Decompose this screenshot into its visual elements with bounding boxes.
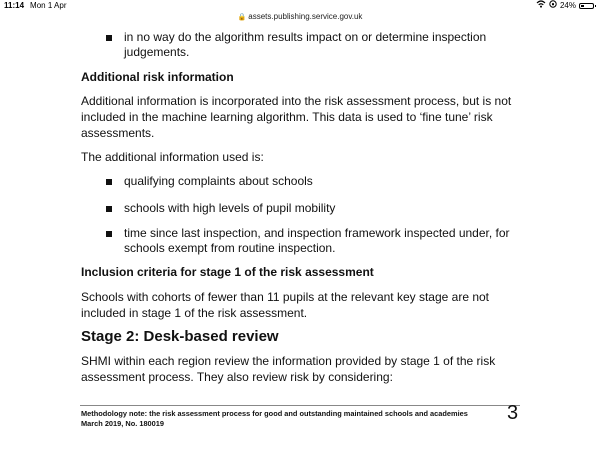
bullet-marker xyxy=(106,206,112,212)
bullet-text: time since last inspection, and inspection framework inspected under, for schools exempt from routine inspection. xyxy=(124,226,510,255)
lock-icon: 🔒 xyxy=(237,14,247,21)
paragraph-stage-2: SHMI within each region review the information provided by stage 1 of the risk assessment process. They also review risk by considering: xyxy=(81,354,496,384)
page-number: 3 xyxy=(507,402,519,424)
footer-line-2: March 2019, No. 180019 xyxy=(81,419,164,428)
bullet-text: qualifying complaints about schools xyxy=(124,174,313,188)
bullet-text: schools with high levels of pupil mobility xyxy=(124,201,336,215)
bullet-marker xyxy=(106,231,112,237)
paragraph-additional-info: Additional information is incorporated into the risk assessment process, but is not included in the machine learning algorithm. This data is used to ‘fine tune’ risk assessments. xyxy=(81,94,512,140)
status-date: Mon 1 Apr xyxy=(30,1,67,10)
bullet-text: in no way do the algorithm results impact on or determine inspection judgements. xyxy=(124,30,487,59)
bullet-marker xyxy=(106,179,112,185)
status-time: 11:14 xyxy=(4,1,25,10)
footer-divider xyxy=(80,405,520,406)
paragraph-intro: The additional information used is: xyxy=(81,150,264,164)
url-text[interactable]: assets.publishing.service.gov.uk xyxy=(248,12,363,21)
footer xyxy=(81,409,468,429)
section-heading-additional-risk: Additional risk information xyxy=(81,70,234,84)
section-heading-inclusion-criteria: Inclusion criteria for stage 1 of the risk assessment xyxy=(81,265,374,279)
battery-percent: 24% xyxy=(559,1,576,10)
section-heading-stage-2: Stage 2: Desk-based review xyxy=(81,328,279,345)
footer-line-1: Methodology note: the risk assessment process for good and outstanding maintained schools and academies xyxy=(81,409,468,418)
paragraph-inclusion-criteria: Schools with cohorts of fewer than 11 pupils at the relevant key stage are not included in stage 1 of the risk assessment. xyxy=(81,290,490,320)
bullet-marker xyxy=(106,35,112,41)
